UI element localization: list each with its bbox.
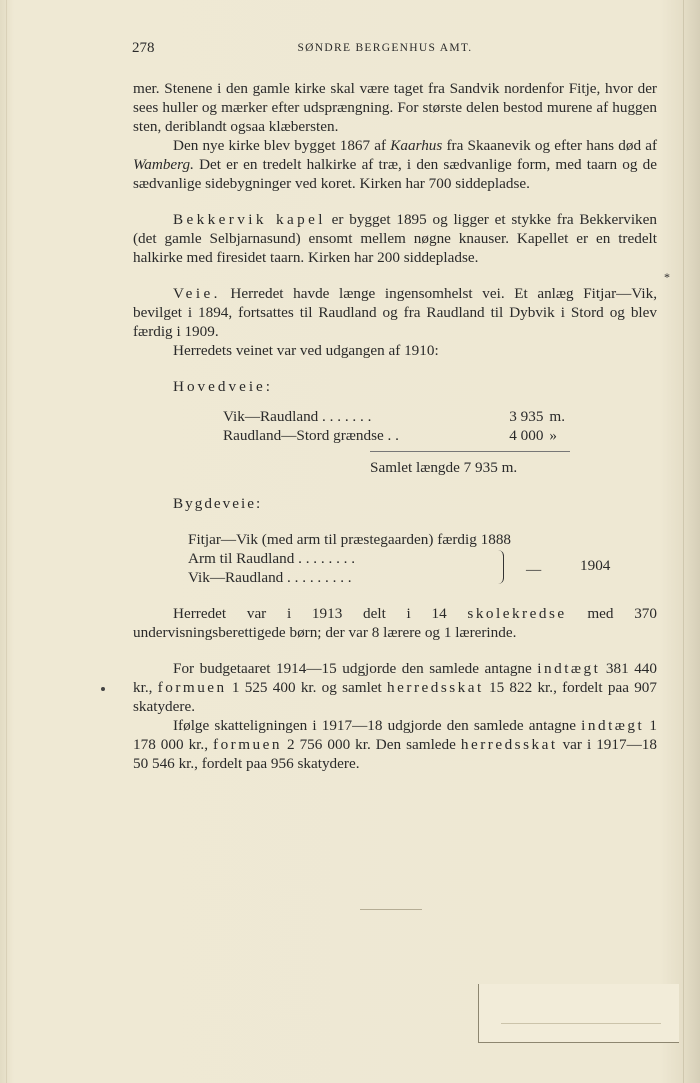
road-length: 4 000 xyxy=(509,427,544,444)
text-segment: Den nye kirke blev bygget 1867 af xyxy=(173,137,391,154)
text-segment: 2 756 000 kr. Den samlede xyxy=(281,736,461,753)
text-segment: med 370 undervisningsberettigede børn; der var 8 lærere og 1 lærerinde. xyxy=(133,605,657,641)
road-entry: Arm til Raudland . . . . . . . . xyxy=(188,550,356,567)
text-segment: 381 440 kr., xyxy=(133,660,657,696)
term-veie: Veie. xyxy=(173,285,221,302)
hovedveie-table xyxy=(223,407,573,445)
list-item xyxy=(188,530,628,549)
running-head: SØNDRE BERGENHUS AMT. xyxy=(297,42,473,54)
road-name: Vik—Raudland . . . . . . . xyxy=(223,408,372,425)
term-formuen: formuen xyxy=(157,679,227,696)
end-rule xyxy=(360,909,422,910)
table-row xyxy=(223,426,573,445)
stamp-line xyxy=(501,1023,661,1024)
heading-hovedveie: Hovedveie: xyxy=(173,378,274,395)
paragraph-veie xyxy=(133,284,657,341)
text-segment: Herredet havde længe ingensomhelst vei. Et anlæg Fitjar—Vik, bevilget i 1894, fortsattes til Raudland og fra Raudland til Dybvik i Stord og blev færdig i 1909. xyxy=(133,285,657,340)
page-header xyxy=(0,40,700,60)
paragraph-bekkervik xyxy=(133,210,657,267)
margin-mark: * xyxy=(664,270,670,284)
name-kaarhus: Kaarhus xyxy=(390,137,443,154)
brace xyxy=(495,550,504,584)
name-wamberg: Wamberg. xyxy=(133,156,194,173)
road-entry: Fitjar—Vik (med arm til præstegaarden) færdig 1888 xyxy=(188,531,512,548)
term-indtaegt: indtægt xyxy=(537,660,601,677)
text-segment: Det er en tredelt halkirke af træ, i den sædvanlige form, med taarn og de sædvanlige sidebygninger ved koret. Kirken har 700 siddepladse. xyxy=(133,156,657,192)
page-right-edge xyxy=(683,0,700,1083)
heading-bygdeveie: Bygdeveie: xyxy=(173,495,263,512)
page-body xyxy=(133,79,657,773)
spacer xyxy=(133,267,657,284)
spacer xyxy=(133,642,657,659)
term-formuen: formuen xyxy=(213,736,282,753)
text-segment: fra Skaanevik og efter hans død af xyxy=(442,137,658,154)
text-segment: Ifølge skatteligningen i 1917—18 udgjorde den samlede antagne xyxy=(173,717,582,734)
text-segment: 1 178 000 kr., xyxy=(133,717,657,753)
completion-year: 1904 xyxy=(580,557,611,574)
paragraph-tax xyxy=(133,716,657,773)
spacer xyxy=(133,360,657,377)
text-segment: For budgetaaret 1914—15 udgjorde den samlede antagne xyxy=(173,660,538,677)
paragraph-stones: mer. Stenene i den gamle kirke skal være taget fra Sandvik nordenfor Fitje, hvor der sees huller og mærker efter udsprængning. For største delen bestod murene af huggen sten, deriblandt ogsaa klæbersten. xyxy=(133,80,657,135)
text-segment: er bygget 1895 og ligger et stykke fra Bekkerviken (det gamle Selbjarnasund) ensomt mellem nøgne knauser. Kapellet er en tredelt halkirke med firesidet taarn. Kirken har 200 siddepladse. xyxy=(133,211,657,266)
sum-rule xyxy=(370,451,570,452)
spacer xyxy=(133,193,657,210)
spacer xyxy=(133,513,657,530)
paragraph-veinet: Herredets veinet var ved udgangen af 1910: xyxy=(173,342,439,359)
text-segment: 1 525 400 kr. og samlet xyxy=(226,679,388,696)
page-number: 278 xyxy=(132,40,155,56)
library-stamp xyxy=(478,984,679,1043)
road-unit: » xyxy=(549,427,558,444)
text-segment: Herredet var i 1913 delt i 14 xyxy=(173,605,468,622)
spacer xyxy=(133,396,657,407)
paragraph-new-church xyxy=(133,136,657,193)
paragraph-schools xyxy=(133,604,657,642)
page-left-edge xyxy=(6,0,7,1083)
term-indtaegt: indtægt xyxy=(581,717,645,734)
term-skolekredse: skolekredse xyxy=(467,605,567,622)
term-bekkervik-kapel: Bekkervik kapel xyxy=(173,211,326,228)
spacer xyxy=(133,587,657,604)
ditto-dash: — xyxy=(526,561,542,578)
text-segment: 15 822 kr., fordelt paa 907 skatydere. xyxy=(133,679,657,715)
spacer xyxy=(133,477,657,494)
term-herredsskat: herredsskat xyxy=(460,736,558,753)
list-item xyxy=(188,568,628,587)
margin-dot xyxy=(101,687,105,691)
paragraph-budget xyxy=(133,659,657,716)
road-unit: m. xyxy=(549,408,566,425)
text-segment: var i 1917—18 50 546 kr., fordelt paa 956 skatydere. xyxy=(133,736,657,772)
road-name: Raudland—Stord grændse . . xyxy=(223,427,399,444)
table-row xyxy=(223,407,573,426)
list-item xyxy=(188,549,628,568)
road-length: 3 935 xyxy=(509,408,544,425)
bygdeveie-list xyxy=(188,530,628,587)
road-entry: Vik—Raudland . . . . . . . . . xyxy=(188,569,352,586)
total-length: Samlet længde 7 935 m. xyxy=(370,459,518,476)
term-herredsskat: herredsskat xyxy=(387,679,484,696)
